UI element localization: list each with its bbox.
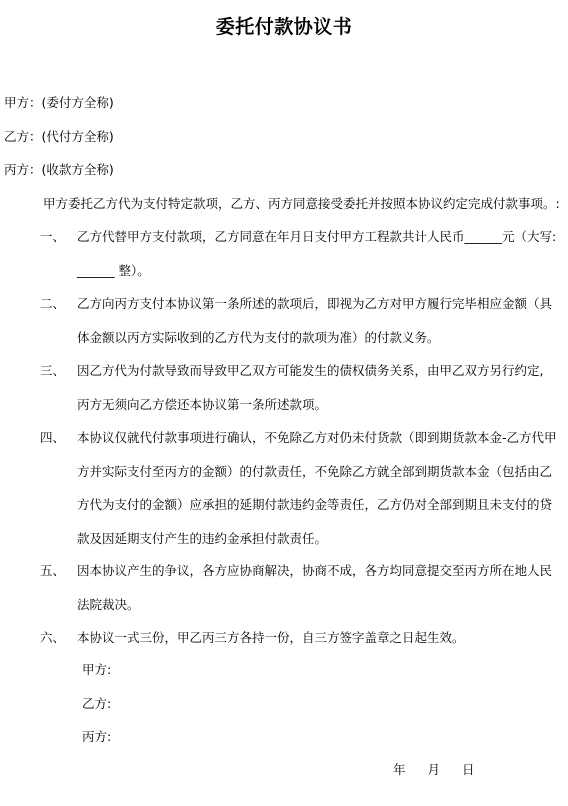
date-year: 年 [393,762,406,777]
clause-5 [77,561,563,628]
document-title: 委托付款协议书 [215,16,353,38]
clause-4-line: 本协议仅就代付款事项进行确认，不免除乙方对仍未付货款（即到期货款本金-乙方代甲 [77,430,557,445]
clause-5-number: 五、 [40,563,66,578]
date-day: 日 [462,762,475,777]
clause-2-line: 体金额以丙方实际收到的乙方代为支付的款项为准）的付款义务。 [77,329,440,345]
clause-5-line: 法院裁决。 [77,596,140,612]
date-month: 月 [427,762,441,777]
clause-4-line: 款及因延期支付产生的违约金承担付款责任。 [77,530,328,546]
clause-2-line: 乙方向丙方支付本协议第一条所述的款项后，即视为乙方对甲方履行完毕相应金额（具 [77,296,553,311]
clause-4-line: 方并实际支付至丙方的金额）的付款责任，不免除乙方就全部到期货款本金（包括由乙 [77,463,553,479]
signature-party-b: 乙方: [82,696,112,711]
clause-3-line: 因乙方代为付款导致而导致甲乙双方可能发生的债权债务关系，由甲乙双方另行约定, [77,363,544,378]
clause-3-line: 丙方无须向乙方偿还本协议第一条所述款项。 [77,396,328,412]
clause-2-number: 二、 [40,296,66,311]
clause-6-line: 本协议一式三份，甲乙丙三方各持一份，自三方签字盖章之日起生效。 [77,630,465,645]
clause-6 [77,628,563,662]
clause-5-line: 因本协议产生的争议，各方应协商解决，协商不成，各方均同意提交至丙方所在地人民 [77,563,553,578]
party-b: 乙方：(代付方全称) [4,129,114,144]
clause-1-line: 乙方代替甲方支付款项，乙方同意在年月日支付甲方工程款共计人民币______元（大写: [77,229,557,244]
party-a: 甲方：(委付方全称) [4,95,114,110]
clause-4 [77,428,563,562]
clause-3-number: 三、 [40,363,66,378]
clause-6-number: 六、 [40,630,66,645]
signing-date [393,760,497,778]
signature-party-a: 甲方: [82,662,112,677]
signature-party-c: 丙方: [82,729,112,744]
party-c: 丙方：(收款方全称) [4,162,114,177]
clause-1-number: 一、 [40,229,66,244]
clause-1 [77,227,563,294]
clause-1-line: ______ 整）。 [77,262,150,278]
clause-4-number: 四、 [40,430,66,445]
clause-3 [77,361,563,428]
intro-paragraph: 甲方委托乙方代为支付特定款项，乙方、丙方同意接受委托并按照本协议约定完成付款事项。: [43,196,560,211]
clause-2 [77,294,563,361]
clause-4-line: 方代为支付的金额）应承担的延期付款违约金等责任，乙方仍对全部到期且未支付的贷 [77,497,553,512]
